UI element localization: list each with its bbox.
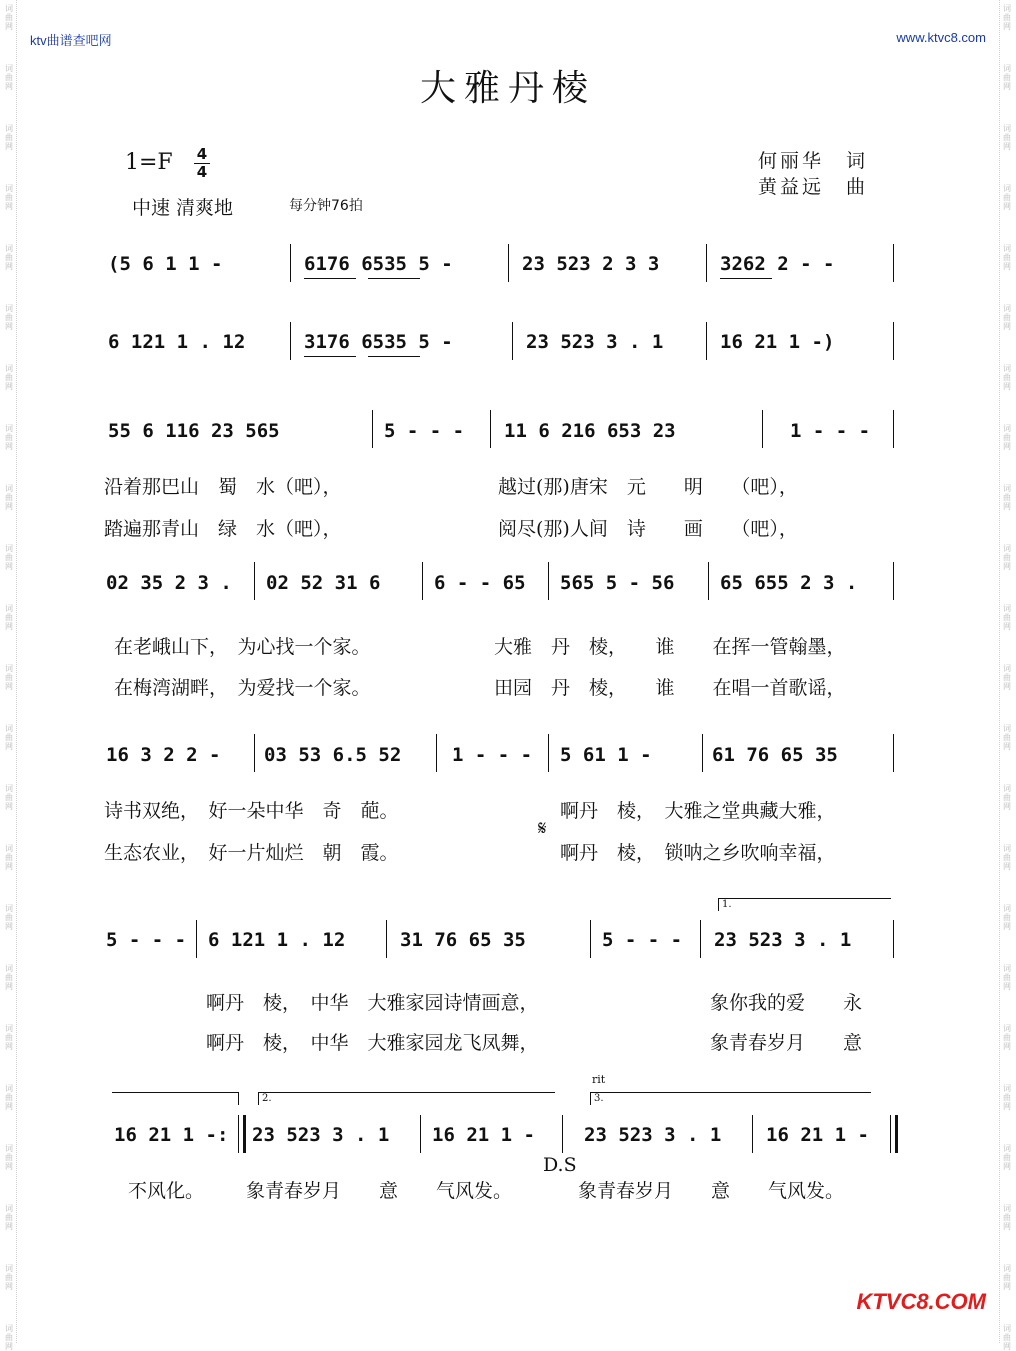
watermark-glyph: 词 曲 网 xyxy=(5,124,13,151)
left-watermark-strip xyxy=(2,0,17,1351)
lyric-line-1: 象你我的爱 永 xyxy=(710,992,863,1014)
time-top: 4 xyxy=(196,145,208,163)
segno-icon: 𝄋 xyxy=(538,816,547,840)
watermark-glyph: 词 曲 网 xyxy=(1003,244,1011,271)
watermark-glyph: 词 曲 网 xyxy=(5,784,13,811)
measure-notes: 16 21 1 -: xyxy=(114,1124,229,1146)
site-url-right[interactable]: www.ktvc8.com xyxy=(896,30,986,45)
lyric-line-2: 象青春岁月 意 xyxy=(710,1032,863,1054)
measure-notes: 02 52 31 6 xyxy=(266,572,381,594)
lyric-line-1: 在老峨山下， 为心找一个家。 xyxy=(114,636,371,658)
measure-notes: 5 - - - xyxy=(106,929,187,951)
watermark-glyph: 词 曲 网 xyxy=(1003,304,1011,331)
watermark-glyph: 词 曲 网 xyxy=(1003,604,1011,631)
measure-notes: 31 76 65 35 xyxy=(400,929,526,951)
watermark-glyph: 词 曲 网 xyxy=(1003,1084,1011,1111)
measure-notes: 16 21 1 - xyxy=(766,1124,869,1146)
measure-notes: 16 21 1 - xyxy=(432,1124,535,1146)
measure-notes: 65 655 2 3 . xyxy=(720,572,858,594)
final-barline xyxy=(890,1115,898,1153)
watermark-glyph: 词 曲 网 xyxy=(5,544,13,571)
watermark-glyph: 词 曲 网 xyxy=(5,364,13,391)
watermark-glyph: 词 曲 网 xyxy=(5,664,13,691)
measure-notes: 16 21 1 -) xyxy=(720,331,835,353)
watermark-glyph: 词 曲 网 xyxy=(1003,364,1011,391)
lyric-line-1: 越过(那)唐宋 元 明 （吧）， xyxy=(498,476,798,498)
measure-notes: 23 523 2 3 3 xyxy=(522,253,660,275)
watermark-glyph: 词 曲 网 xyxy=(5,604,13,631)
measure-notes: 16 3 2 2 - xyxy=(106,744,221,766)
lyric-line-2: 啊丹 棱， 中华 大雅家园龙飞凤舞， xyxy=(206,1032,539,1054)
watermark-glyph: 词 曲 网 xyxy=(5,1264,13,1291)
watermark-glyph: 词 曲 网 xyxy=(1003,1144,1011,1171)
measure-notes: 23 523 3 . 1 xyxy=(252,1124,390,1146)
watermark-glyph: 词 曲 网 xyxy=(5,904,13,931)
lyric-line-1: 不风化。 xyxy=(128,1180,205,1202)
time-bottom: 4 xyxy=(196,163,208,181)
bpm-marking: 每分钟76拍 xyxy=(289,198,363,214)
measure-notes: 5 - - - xyxy=(602,929,683,951)
lyric-line-1: 啊丹 棱， 大雅之堂典藏大雅， xyxy=(560,800,836,822)
ritardando-marking: rit xyxy=(592,1073,606,1086)
volta-bracket-3: 3. xyxy=(590,1092,871,1105)
measure-notes: 565 5 - 56 xyxy=(560,572,675,594)
watermark-glyph: 词 曲 网 xyxy=(5,964,13,991)
lyric-line-2: 在梅湾湖畔， 为爱找一个家。 xyxy=(114,677,371,699)
watermark-glyph: 词 曲 网 xyxy=(5,1024,13,1051)
lyric-line-1: 象青春岁月 意 气风发。 xyxy=(246,1180,513,1202)
lyric-line-1: 诗书双绝， 好一朵中华 奇 葩。 xyxy=(104,800,399,822)
right-watermark-strip xyxy=(999,0,1014,1351)
measure-notes: 23 523 3 . 1 xyxy=(714,929,852,951)
measure-notes: 1 - - - xyxy=(452,744,533,766)
site-logo-text: KTVC8.COM xyxy=(856,1289,986,1314)
watermark-glyph: 词 曲 网 xyxy=(5,304,13,331)
watermark-glyph: 词 曲 网 xyxy=(5,1084,13,1111)
watermark-glyph: 词 曲 网 xyxy=(1003,1324,1011,1351)
lyricist-credit: 何丽华 词 xyxy=(758,150,869,172)
watermark-glyph: 词 曲 网 xyxy=(1003,64,1011,91)
watermark-glyph: 词 曲 网 xyxy=(1003,724,1011,751)
key-signature: 1=F xyxy=(125,150,173,175)
measure-notes: 23 523 3 . 1 xyxy=(526,331,664,353)
watermark-glyph: 词 曲 网 xyxy=(1003,1204,1011,1231)
measure-notes: 61 76 65 35 xyxy=(712,744,838,766)
watermark-glyph: 词 曲 网 xyxy=(1003,904,1011,931)
tempo-marking: 中速 清爽地 xyxy=(132,197,234,219)
watermark-glyph: 词 曲 网 xyxy=(5,1324,13,1351)
watermark-glyph: 词 曲 网 xyxy=(1003,424,1011,451)
volta-bracket-1: 1. xyxy=(718,898,891,911)
watermark-glyph: 词 曲 网 xyxy=(1003,484,1011,511)
measure-notes: 3176 6535 5 - xyxy=(304,331,453,353)
watermark-glyph: 词 曲 网 xyxy=(5,724,13,751)
lyric-line-1: 大雅 丹 棱， 谁 在挥一管翰墨， xyxy=(494,636,846,658)
measure-notes: 6 121 1 . 12 xyxy=(108,331,246,353)
watermark-glyph: 词 曲 网 xyxy=(1003,784,1011,811)
lyric-line-2: 啊丹 棱， 锁呐之乡吹响幸福， xyxy=(560,842,836,864)
watermark-glyph: 词 曲 网 xyxy=(5,184,13,211)
watermark-glyph: 词 曲 网 xyxy=(1003,4,1011,31)
watermark-glyph: 词 曲 网 xyxy=(5,484,13,511)
lyric-line-1: 沿着那巴山 蜀 水（吧）， xyxy=(104,476,342,498)
watermark-glyph: 词 曲 网 xyxy=(1003,664,1011,691)
site-name-left[interactable]: ktv曲谱查吧网 xyxy=(30,33,112,48)
composer-credit: 黄益远 曲 xyxy=(758,176,869,198)
measure-notes: 6 121 1 . 12 xyxy=(208,929,346,951)
measure-notes: 23 523 3 . 1 xyxy=(584,1124,722,1146)
watermark-glyph: 词 曲 网 xyxy=(1003,124,1011,151)
measure-notes: 1 - - - xyxy=(790,420,871,442)
watermark-glyph: 词 曲 网 xyxy=(5,424,13,451)
time-signature xyxy=(193,146,211,181)
watermark-glyph: 词 曲 网 xyxy=(1003,844,1011,871)
watermark-glyph: 词 曲 网 xyxy=(5,244,13,271)
measure-notes: 6 - - 65 xyxy=(434,572,526,594)
measure-notes: (5 6 1 1 - xyxy=(108,253,223,275)
watermark-glyph: 词 曲 网 xyxy=(1003,1024,1011,1051)
measure-notes: 03 53 6.5 52 xyxy=(264,744,402,766)
watermark-glyph: 词 曲 网 xyxy=(1003,544,1011,571)
measure-notes: 02 35 2 3 . xyxy=(106,572,232,594)
watermark-glyph: 词 曲 网 xyxy=(5,64,13,91)
watermark-glyph: 词 曲 网 xyxy=(5,844,13,871)
measure-notes: 3262 2 - - xyxy=(720,253,835,275)
watermark-glyph: 词 曲 网 xyxy=(1003,1264,1011,1291)
dal-segno-marking: D.S xyxy=(543,1154,577,1176)
lyric-line-2: 生态农业， 好一片灿烂 朝 霞。 xyxy=(104,842,399,864)
measure-notes: 55 6 116 23 565 xyxy=(108,420,280,442)
volta-bracket-1-end xyxy=(112,1092,239,1105)
lyric-line-2: 踏遍那青山 绿 水（吧）， xyxy=(104,518,342,540)
watermark-glyph: 词 曲 网 xyxy=(1003,184,1011,211)
watermark-glyph: 词 曲 网 xyxy=(5,1204,13,1231)
lyric-line-2: 阅尽(那)人间 诗 画 （吧）， xyxy=(498,518,798,540)
song-title: 大雅丹棱 xyxy=(419,68,596,109)
measure-notes: 5 - - - xyxy=(384,420,465,442)
measure-notes: 11 6 216 653 23 xyxy=(504,420,676,442)
measure-notes: 6176 6535 5 - xyxy=(304,253,453,275)
watermark-glyph: 词 曲 网 xyxy=(1003,964,1011,991)
lyric-line-1: 啊丹 棱， 中华 大雅家园诗情画意， xyxy=(206,992,539,1014)
measure-notes: 5 61 1 - xyxy=(560,744,652,766)
watermark-glyph: 词 曲 网 xyxy=(5,4,13,31)
volta-bracket-2: 2. xyxy=(258,1092,555,1105)
repeat-barline xyxy=(238,1115,246,1153)
watermark-glyph: 词 曲 网 xyxy=(5,1144,13,1171)
lyric-line-1: 象青春岁月 意 气风发。 xyxy=(578,1180,845,1202)
lyric-line-2: 田园 丹 棱， 谁 在唱一首歌谣， xyxy=(494,677,846,699)
